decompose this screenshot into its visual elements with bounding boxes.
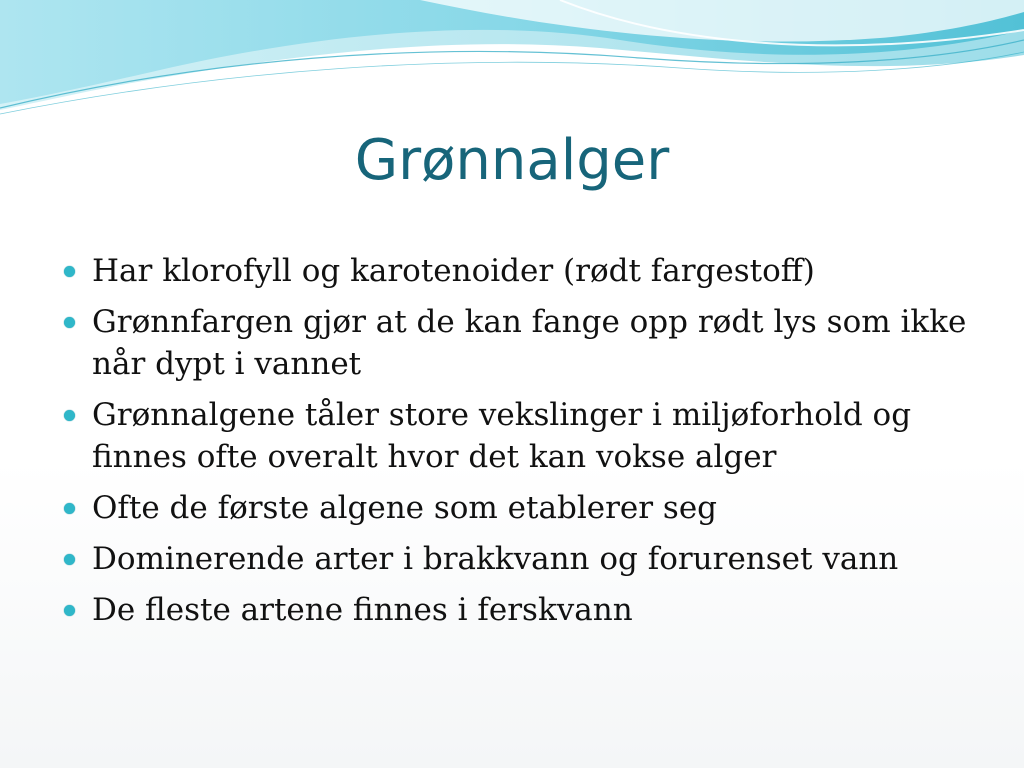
bullet-dot-icon bbox=[64, 266, 75, 277]
bullet-dot-icon bbox=[64, 317, 75, 328]
bullet-dot-icon bbox=[64, 503, 75, 514]
header-wave-decoration bbox=[0, 0, 1024, 130]
list-item bbox=[62, 589, 972, 631]
bullet-dot-icon bbox=[64, 410, 75, 421]
list-item bbox=[62, 250, 972, 292]
list-item bbox=[62, 538, 972, 580]
slide-title: Grønnalger bbox=[354, 128, 670, 193]
list-item bbox=[62, 394, 972, 478]
bullet-dot-icon bbox=[64, 554, 75, 565]
bullet-text: Dominerende arter i brakkvann og forurenset vann bbox=[92, 541, 899, 577]
bullet-list bbox=[62, 250, 972, 640]
bullet-text: Har klorofyll og karotenoider (rødt fargestoff) bbox=[92, 253, 815, 289]
list-item bbox=[62, 487, 972, 529]
list-item bbox=[62, 301, 972, 385]
bullet-text: Grønnalgene tåler store vekslinger i miljøforhold og finnes ofte overalt hvor det kan vokse alger bbox=[92, 397, 912, 475]
bullet-text: Ofte de første algene som etablerer seg bbox=[92, 490, 718, 526]
bullet-dot-icon bbox=[64, 605, 75, 616]
bullet-text: De fleste artene finnes i ferskvann bbox=[92, 592, 633, 628]
bullet-text: Grønnfargen gjør at de kan fange opp rødt lys som ikke når dypt i vannet bbox=[92, 304, 967, 382]
